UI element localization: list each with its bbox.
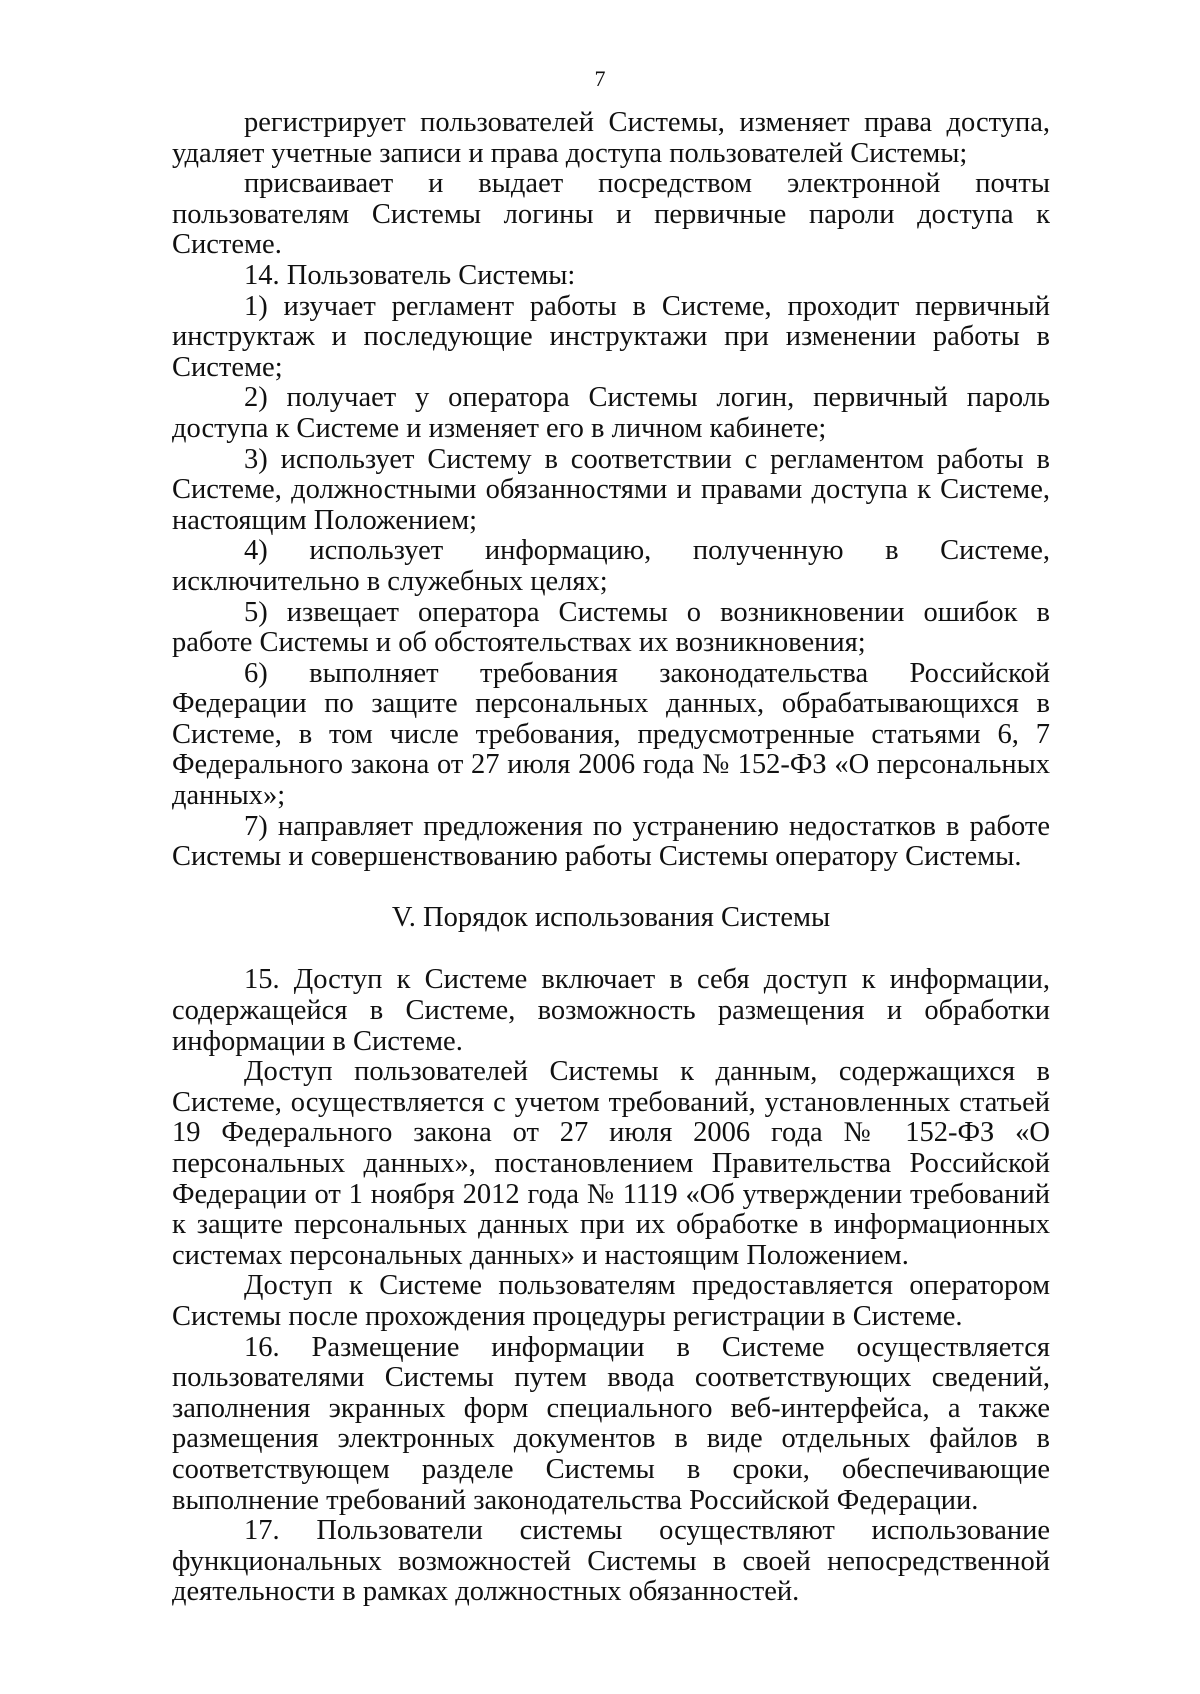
item-14-subitem-1: 1) изучает регламент работы в Системе, проходит первичный инструктаж и последующие инструктажи при изменении работы в Системе; [172,290,1050,383]
item-14-subitem-3: 3) использует Систему в соответствии с регламентом работы в Системе, должностными обязанностями и правами доступа к Системе, настоящим Положением; [172,443,1050,536]
item-16-paragraph: 16. Размещение информации в Системе осуществляется пользователями Системы путем ввода соответствующих сведений, заполнения экранных форм специального веб-интерфейса, а также размещения электронных документов в виде отдельных файлов в соответствующем разделе Системы в сроки, обеспечивающие выполнение требований законодательства Российской Федерации. [172,1331,1050,1516]
item-14-subitem-2: 2) получает у оператора Системы логин, первичный пароль доступа к Системе и изменяет его в личном кабинете; [172,382,1050,444]
item-17-paragraph: 17. Пользователи системы осуществляют использование функциональных возможностей Системы в своей непосредственной деятельности в рамках должностных обязанностей. [172,1515,1050,1608]
access-requirements-paragraph: Доступ пользователей Системы к данным, содержащихся в Системе, осуществляется с учетом требований, установленных статьей 19 Федерального закона от 27 июля 2006 года № 152-ФЗ «О персональных данных», постановлением Правительства Российской Федерации от 1 ноября 2012 года № 1119 «Об утверждении требований к защите персональных данных при их обработке в информационных системах персональных данных» и настоящим Положением. [172,1056,1050,1271]
section-heading: V. Порядок использования Системы [391,901,831,933]
access-granting-paragraph: Доступ к Системе пользователям предоставляется оператором Системы после прохождения процедуры регистрации в Системе. [172,1270,1050,1332]
item-14-title: 14. Пользователь Системы: [244,259,576,291]
item-14-subitem-7: 7) направляет предложения по устранению недостатков в работе Системы и совершенствованию работы Системы оператору Системы. [172,810,1050,873]
item-14-subitem-6: 6) выполняет требования законодательства Российской Федерации по защите персональных данных, обрабатывающихся в Системе, в том числе требования, предусмотренные статьями 6, 7 Федерального закона от 27 июля 2006 года № 152-ФЗ «О персональных данных»; [172,657,1050,812]
paragraph-registers-users: регистрирует пользователей Системы, изменяет права доступа, удаляет учетные записи и права доступа пользователей Системы; [172,107,1050,169]
item-14-subitem-5: 5) извещает оператора Системы о возникновении ошибок в работе Системы и об обстоятельствах их возникновения; [172,596,1050,659]
page-number: 7 [594,66,606,91]
item-14-subitem-4: 4) использует информацию, полученную в Системе, исключительно в служебных целях; [172,535,1050,597]
document-body [172,108,1050,1608]
item-15-paragraph: 15. Доступ к Системе включает в себя доступ к информации, содержащейся в Системе, возможность размещения и обработки информации в Системе. [172,964,1050,1057]
paragraph-assigns-logins: присваивает и выдает посредством электронной почты пользователям Системы логины и первичные пароли доступа к Системе. [172,168,1050,261]
